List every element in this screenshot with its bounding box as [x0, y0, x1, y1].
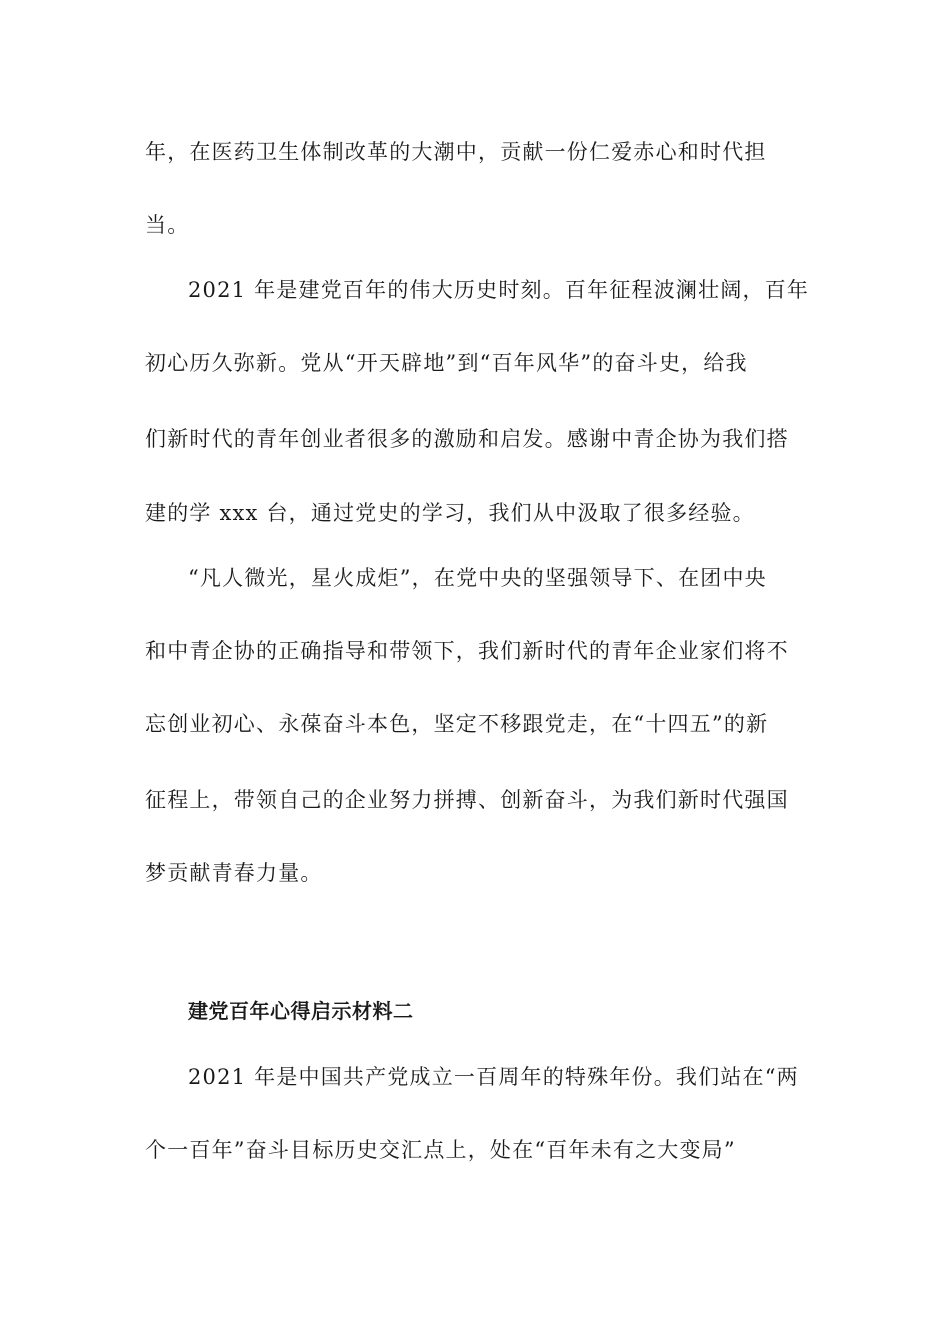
text-line: 忘创业初心、永葆奋斗本色，坚定不移跟党走，在“十四五”的新 — [145, 712, 769, 736]
text-line: 和中青企协的正确指导和带领下，我们新时代的青年企业家们将不 — [145, 639, 789, 663]
text-line: 梦贡献青春力量。 — [145, 861, 323, 885]
text-line: 当。 — [145, 213, 190, 237]
paragraph-start-line: “凡人微光，星火成炬”，在党中央的坚强领导下、在团中央 — [188, 566, 767, 590]
text-line: 个一百年”奋斗目标历史交汇点上，处在“百年未有之大变局” — [145, 1138, 736, 1162]
text-line: 初心历久弥新。党从“开天辟地”到“百年风华”的奋斗史，给我 — [145, 351, 748, 375]
paragraph-start-line: 2021 年是建党百年的伟大历史时刻。百年征程波澜壮阔，百年 — [188, 278, 810, 302]
section-title: 建党百年心得启示材料二 — [188, 999, 414, 1023]
text-line: 们新时代的青年创业者很多的激励和启发。感谢中青企协为我们搭 — [145, 427, 789, 451]
text-line: 建的学 xxx 台，通过党史的学习，我们从中汲取了很多经验。 — [145, 501, 755, 525]
text-line: 年，在医药卫生体制改革的大潮中，贡献一份仁爱赤心和时代担 — [145, 140, 767, 164]
paragraph-start-line: 2021 年是中国共产党成立一百周年的特殊年份。我们站在“两 — [188, 1065, 799, 1089]
text-line: 征程上，带领自己的企业努力拼搏、创新奋斗，为我们新时代强国 — [145, 788, 789, 812]
